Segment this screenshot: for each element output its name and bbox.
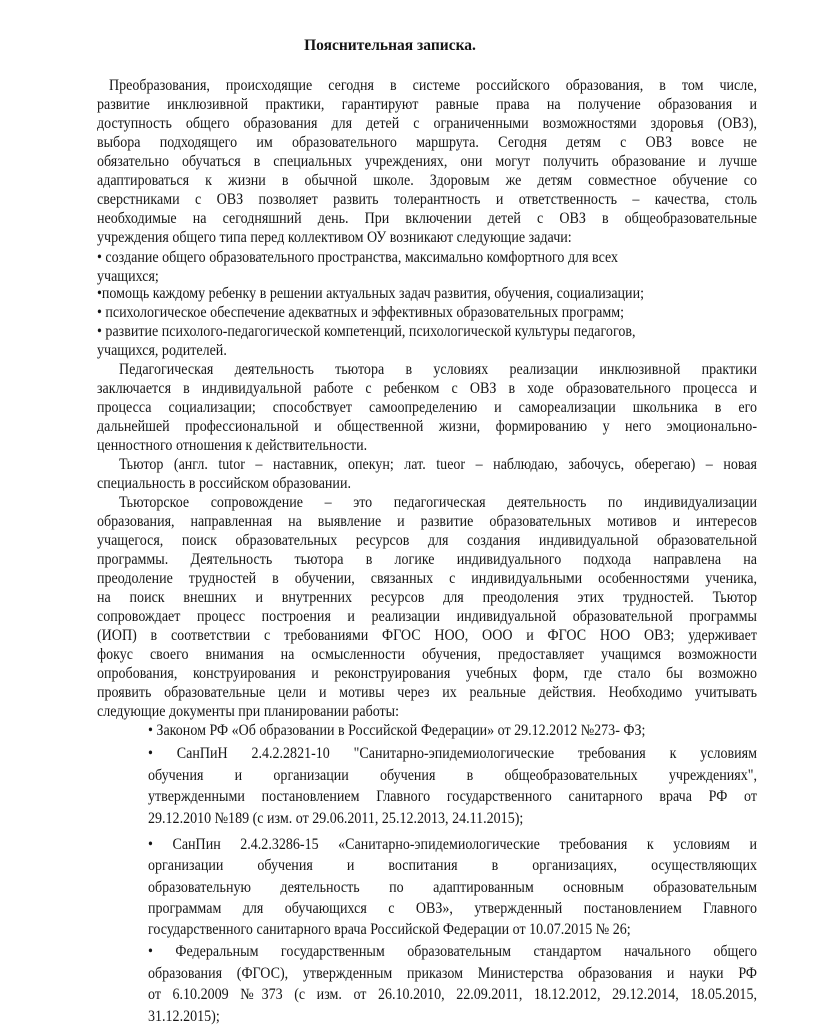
- text-line: развитие инклюзивной практики, гарантируют равные права на получение образования и: [97, 96, 757, 113]
- text-line: адаптироваться к жизни в обычной школе. Здоровым же детям совместное обучение со: [97, 172, 757, 189]
- text-line: заключается в индивидуальной работе с ребенком с ОВЗ в ходе образовательного процесса и: [97, 380, 757, 397]
- document-list-item: [148, 941, 757, 1028]
- text-line: • Законом РФ «Об образовании в Российской Федерации» от 29.12.2012 №273- ФЗ;: [148, 722, 646, 739]
- text-line: программы. Деятельность тьютора в логике индивидуального подхода направлена на: [97, 551, 757, 568]
- text-line: сверстниками с ОВЗ позволяет развить толерантность и ответственность – качества, столь: [97, 191, 757, 208]
- text-line: сопровождает процесс построения и реализации индивидуальной образовательной программы: [97, 608, 757, 625]
- text-line: обучения и организации обучения в общеобразовательных учреждениях",: [148, 766, 757, 784]
- bullet-item: [97, 284, 757, 303]
- text-line: 29.12.2010 №189 (с изм. от 29.06.2011, 25.12.2013, 24.11.2015);: [148, 809, 524, 827]
- text-line: Тьютор (англ. tutor – наставник, опекун; лат. tueor – наблюдаю, забочусь, оберегаю) – новая: [118, 456, 757, 473]
- text-line: образования (ФГОС), утвержденным приказом Министерства образования и науки РФ: [148, 964, 757, 982]
- document-list-item: [148, 743, 757, 829]
- text-line: обязательно обучаться в специальных учреждениях, они могут получить образование и лучше: [97, 153, 757, 170]
- text-line: • СанПин 2.4.2.3286-15 «Санитарно-эпидемиологические требования к условиям и: [148, 836, 757, 853]
- text-line: утвержденными постановлением Главного государственного санитарного врача РФ от: [148, 788, 757, 805]
- document-list-item: [148, 720, 757, 742]
- text-line: • Федеральным государственным образовательным стандартом начального общего: [148, 943, 757, 960]
- bullet-item: [97, 248, 757, 286]
- text-line: учащихся, родителей.: [97, 342, 227, 359]
- text-line: процесса социализации; способствует самоопределению и самореализации школьника в его: [97, 399, 757, 416]
- text-line: организации обучения и воспитания в организациях, осуществляющих: [148, 857, 757, 875]
- document-title: Пояснительная записка.: [304, 37, 476, 54]
- text-line: опробования, конструирования и реконструирования учебных форм, где стало бы возможно: [97, 665, 757, 682]
- text-line: • создание общего образовательного пространства, максимально комфортного для всех: [97, 249, 619, 266]
- text-line: дальнейшей профессиональной и общественной жизни, формированию у него эмоционально-: [97, 418, 757, 435]
- text-line: учащихся;: [97, 268, 159, 285]
- paragraph: [97, 455, 757, 493]
- text-line: • развитие психолого-педагогической компетенций, психологической культуры педагогов,: [97, 323, 636, 340]
- text-line: от 6.10.2009 №373 (с изм. от 26.10.2010, 22.09.2011, 18.12.2012, 29.12.2014, 18.05.2015,: [148, 986, 757, 1004]
- text-line: • СанПиН 2.4.2.2821-10 "Санитарно-эпидемиологические требования к условиям: [148, 745, 757, 762]
- text-line: фокус своего внимания на осмысленности обучения, предоставляет учащимся возможности: [97, 646, 757, 663]
- text-line: Педагогическая деятельность тьютора в условиях реализации инклюзивной практики: [118, 361, 757, 378]
- text-line: доступность общего образования для детей с ограниченными возможностями здоровья (ОВЗ),: [97, 115, 757, 132]
- text-line: Тьюторское сопровождение – это педагогическая деятельность по индивидуализации: [118, 494, 757, 511]
- text-line: выбора подходящего им образовательного маршрута. Сегодня детям с ОВЗ вовсе не: [97, 134, 757, 151]
- bullet-item: [97, 322, 757, 360]
- text-line: учащегося, поиск образовательных ресурсов для создания индивидуальной образовательной: [97, 532, 757, 549]
- text-line: образования, направленная на выявление и развитие образовательных мотивов и интересов: [97, 513, 757, 530]
- text-line: проявить образовательные цели и мотивы через их реальные действия. Необходимо учитывать: [97, 684, 757, 701]
- bullet-item: [97, 303, 757, 322]
- text-line: Преобразования, происходящие сегодня в системе российского образования, в том числе,: [108, 77, 757, 94]
- paragraph: [97, 76, 757, 247]
- paragraph: [97, 493, 757, 721]
- text-line: (ИОП) в соответствии с требованиями ФГОС НОО, ООО и ФГОС НОО ОВЗ; удерживает: [97, 627, 757, 644]
- paragraph: [97, 360, 757, 455]
- text-line: ценностного отношения к действительности.: [97, 437, 368, 454]
- text-line: специальность в российском образовании.: [97, 475, 351, 492]
- text-line: программам для обучающихся с ОВЗ», утвержденный постановлением Главного: [148, 899, 757, 917]
- text-line: необходимые на сегодняшний день. При включении детей с ОВЗ в общеобразовательные: [97, 210, 757, 227]
- text-line: преодоление трудностей в обучении, связанных с индивидуальными особенностями ученика,: [97, 570, 757, 587]
- text-line: учреждения общего типа перед коллективом ОУ возникают следующие задачи:: [97, 229, 572, 246]
- text-line: •помощь каждому ребенку в решении актуальных задач развития, обучения, социализации;: [97, 285, 644, 302]
- text-line: следующие документы при планировании работы:: [97, 703, 400, 720]
- text-line: на поиск внешних и внутренних ресурсов для преодоления этих трудностей. Тьютор: [97, 589, 757, 606]
- document-list-item: [148, 834, 757, 940]
- text-line: • психологическое обеспечение адекватных и эффективных образовательных программ;: [97, 304, 625, 321]
- text-line: 31.12.2015);: [148, 1008, 220, 1026]
- text-line: образовательную деятельность по адаптированным основным образовательным: [148, 878, 757, 896]
- text-line: государственного санитарного врача Российской Федерации от 10.07.2015 № 26;: [148, 921, 631, 939]
